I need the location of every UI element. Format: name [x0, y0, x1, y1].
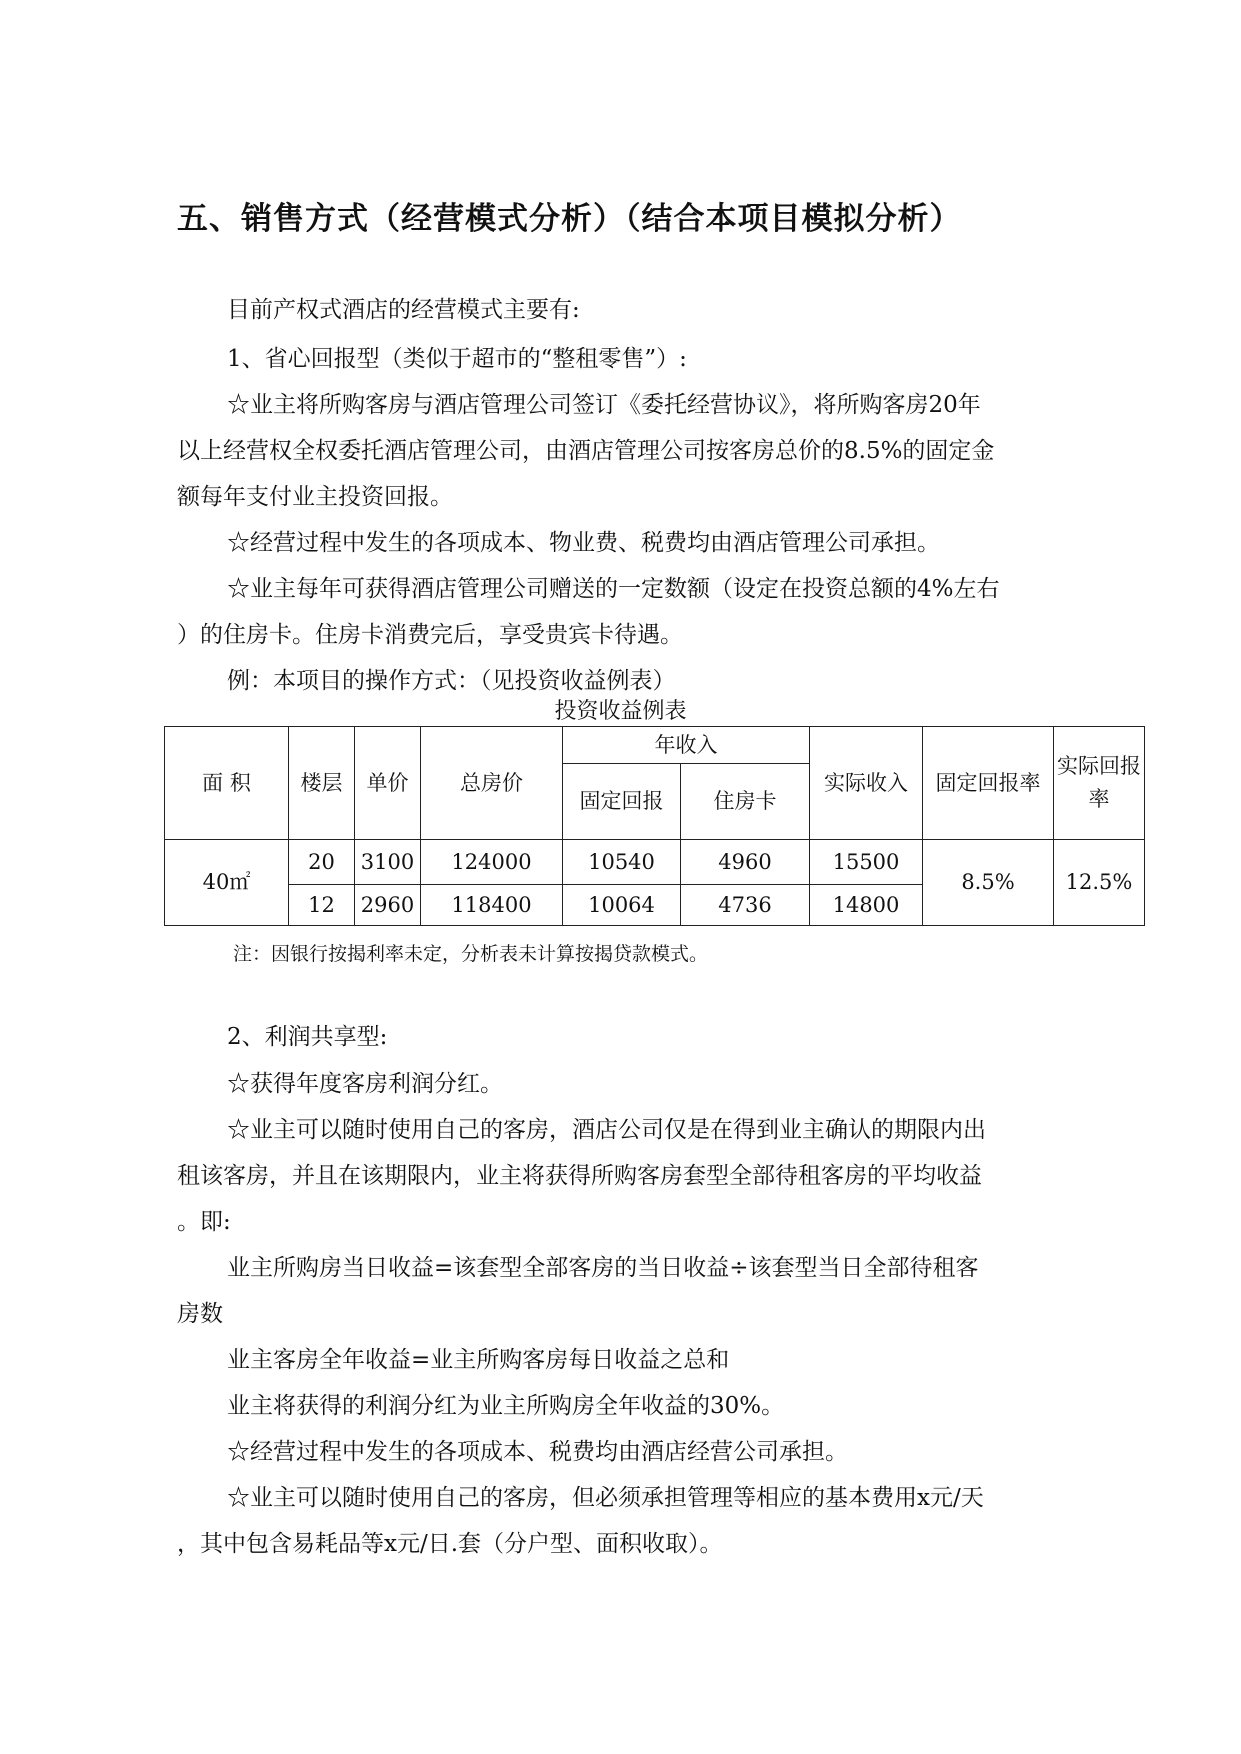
mode-1-para-2: ☆经营过程中发生的各项成本、物业费、税费均由酒店管理公司承担。	[227, 530, 940, 556]
cell-unit-price: 3100	[355, 840, 421, 885]
formula-1-line-2: 房数	[177, 1301, 223, 1327]
mode-1-para-3-line-2: ）的住房卡。住房卡消费完后，享受贵宾卡待遇。	[177, 622, 683, 648]
cell-room-card: 4736	[681, 885, 810, 926]
mode-2-heading: 2、利润共享型:	[227, 1024, 388, 1050]
mode-1-para-1-line-2: 以上经营权全权委托酒店管理公司，由酒店管理公司按客房总价的8.5%的固定金	[177, 438, 995, 464]
formula-2: 业主客房全年收益=业主所购客房每日收益之总和	[227, 1347, 730, 1373]
cell-floor: 20	[289, 840, 355, 885]
mode-2-para-2-line-2: 租该客房，并且在该期限内，业主将获得所购客房套型全部待租客房的平均收益	[177, 1163, 982, 1189]
header-fixed-return: 固定回报	[563, 764, 681, 840]
header-actual-rate: 实际回报率	[1054, 727, 1145, 840]
formula-1-line-1: 业主所购房当日收益=该套型全部客房的当日收益÷该套型当日全部待租客	[227, 1255, 979, 1281]
mode-2-para-3: ☆经营过程中发生的各项成本、税费均由酒店经营公司承担。	[227, 1439, 848, 1465]
header-area: 面 积	[165, 727, 289, 840]
cell-unit-price: 2960	[355, 885, 421, 926]
mode-2-para-4-line-1: ☆业主可以随时使用自己的客房，但必须承担管理等相应的基本费用x元/天	[227, 1485, 984, 1511]
header-actual-income: 实际收入	[810, 727, 923, 840]
cell-area: 40㎡	[165, 840, 289, 926]
cell-fixed-return: 10540	[563, 840, 681, 885]
example-text: 例：本项目的操作方式：（见投资收益例表）	[227, 668, 676, 694]
mode-2-para-2-line-3: 。即:	[177, 1209, 231, 1235]
header-floor: 楼层	[289, 727, 355, 840]
table-row	[165, 840, 1145, 885]
cell-actual-rate: 12.5%	[1054, 840, 1145, 926]
investment-return-table	[164, 726, 1145, 926]
cell-total-price: 118400	[421, 885, 563, 926]
mode-2-para-1: ☆获得年度客房利润分红。	[227, 1071, 503, 1097]
header-fixed-rate: 固定回报率	[923, 727, 1054, 840]
table-caption: 投资收益例表	[554, 699, 687, 724]
mode-2-para-4-line-2: ，其中包含易耗品等x元/日.套（分户型、面积收取）。	[177, 1531, 723, 1557]
table-note: 注：因银行按揭利率未定，分析表未计算按揭贷款模式。	[233, 943, 709, 965]
mode-1-para-3-line-1: ☆业主每年可获得酒店管理公司赠送的一定数额（设定在投资总额的4%左右	[227, 576, 1000, 602]
cell-actual-income: 15500	[810, 840, 923, 885]
cell-actual-income: 14800	[810, 885, 923, 926]
header-room-card: 住房卡	[681, 764, 810, 840]
header-total-price: 总房价	[421, 727, 563, 840]
header-unit-price: 单价	[355, 727, 421, 840]
formula-3: 业主将获得的利润分红为业主所购房全年收益的30%。	[227, 1393, 785, 1419]
mode-2-para-2-line-1: ☆业主可以随时使用自己的客房，酒店公司仅是在得到业主确认的期限内出	[227, 1117, 986, 1143]
section-title: 五、销售方式（经营模式分析）（结合本项目模拟分析）	[177, 201, 962, 237]
cell-fixed-rate: 8.5%	[923, 840, 1054, 926]
cell-floor: 12	[289, 885, 355, 926]
intro-text: 目前产权式酒店的经营模式主要有:	[227, 297, 580, 323]
cell-fixed-return: 10064	[563, 885, 681, 926]
cell-room-card: 4960	[681, 840, 810, 885]
cell-total-price: 124000	[421, 840, 563, 885]
mode-1-para-1-line-3: 额每年支付业主投资回报。	[177, 484, 453, 510]
header-annual-income: 年收入	[563, 727, 810, 764]
mode-1-heading: 1、省心回报型（类似于超市的“整租零售”）:	[227, 346, 687, 372]
mode-1-para-1-line-1: ☆业主将所购客房与酒店管理公司签订《委托经营协议》，将所购客房20年	[227, 392, 981, 418]
